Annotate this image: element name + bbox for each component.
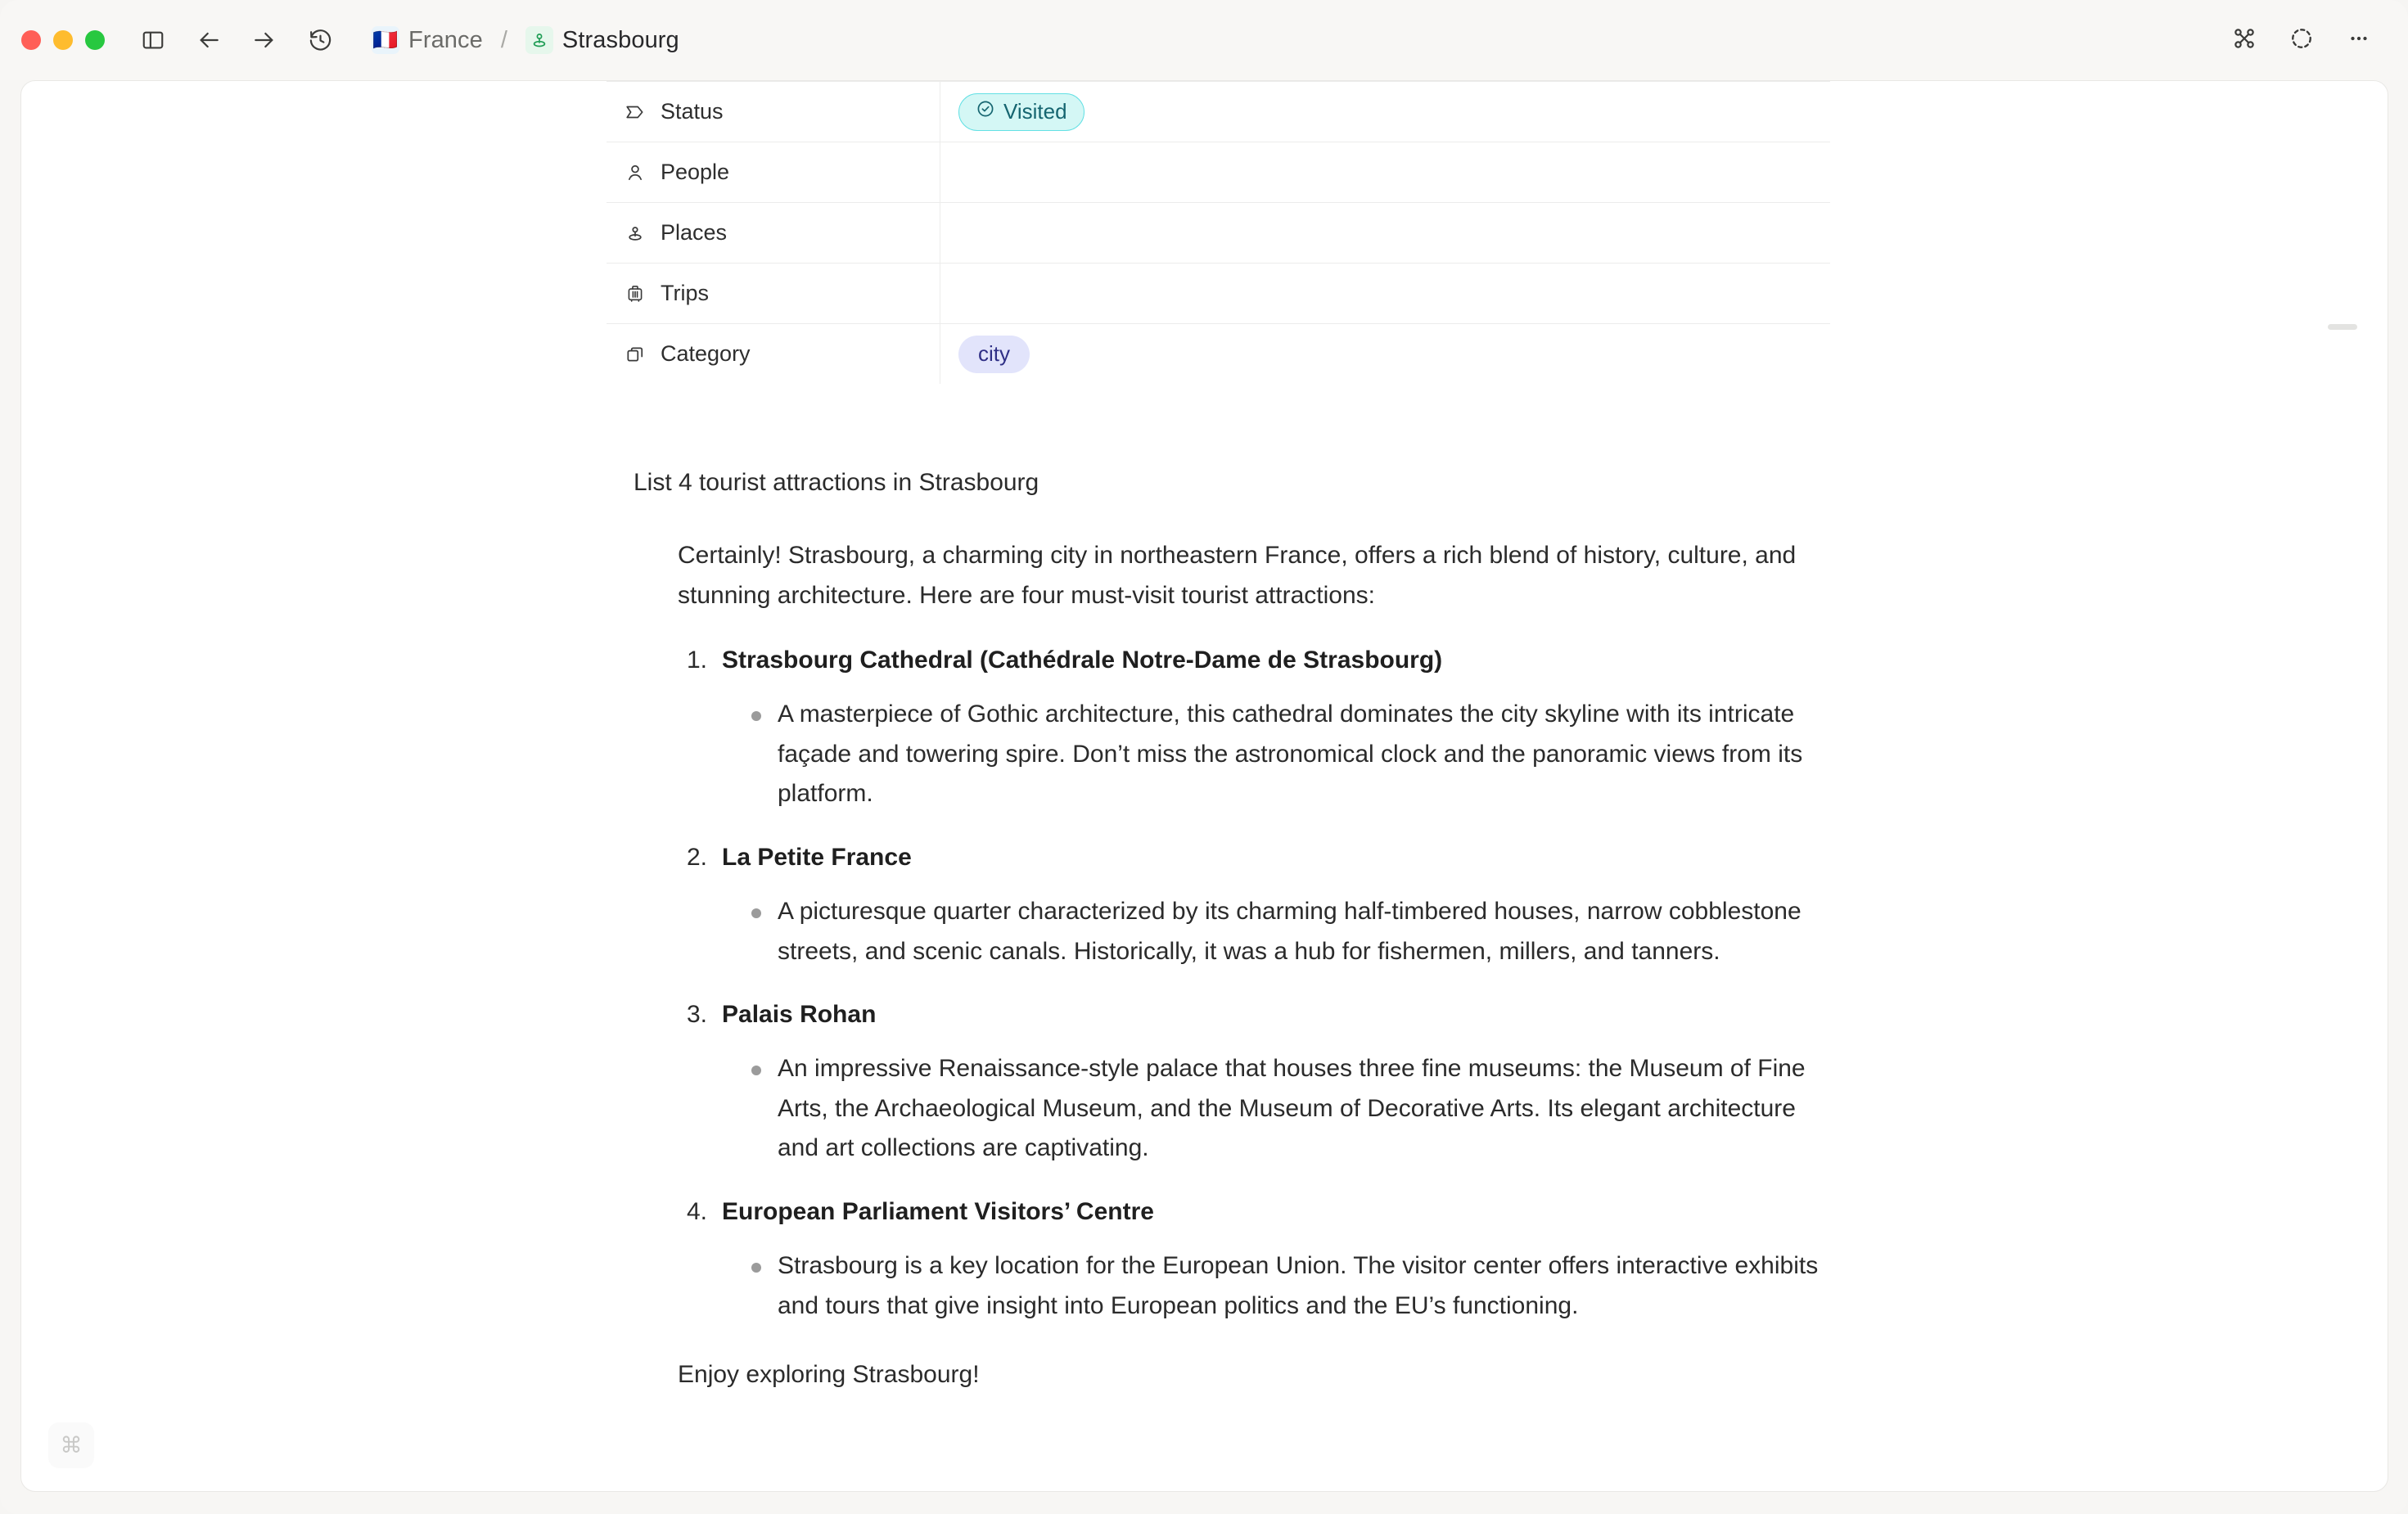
stack-icon xyxy=(623,342,647,367)
attraction-title: Strasbourg Cathedral (Cathédrale Notre-Dame de Strasbourg) xyxy=(722,647,1443,674)
property-value-people[interactable] xyxy=(940,142,1830,202)
bullet-icon xyxy=(751,1263,761,1273)
breadcrumb-separator: / xyxy=(500,26,507,53)
command-shortcut-badge[interactable]: ⌘ xyxy=(48,1422,94,1468)
category-badge[interactable]: city xyxy=(958,336,1030,373)
property-row-category[interactable] xyxy=(607,323,1830,384)
map-pin-icon xyxy=(525,26,553,54)
graph-view-button[interactable] xyxy=(2223,19,2266,61)
graph-view-icon xyxy=(2232,26,2257,55)
property-label: Places xyxy=(661,220,728,245)
attraction-title: Palais Rohan xyxy=(722,1001,877,1029)
dashed-circle-icon xyxy=(2289,26,2314,55)
arrow-left-icon xyxy=(196,27,222,53)
status-badge-label: Visited xyxy=(1003,99,1067,124)
attraction-detail-row xyxy=(751,695,1828,814)
tag-icon xyxy=(623,100,647,124)
property-name-people[interactable] xyxy=(607,142,940,202)
user-prompt-text[interactable]: List 4 tourist attractions in Strasbourg xyxy=(634,469,1039,496)
list-number: 1. xyxy=(686,647,707,674)
flag-france-icon: 🇫🇷 xyxy=(372,26,399,54)
property-value-status[interactable] xyxy=(940,82,1830,142)
attraction-heading xyxy=(678,839,1828,876)
attraction-detail: Strasbourg is a key location for the European Union. The visitor center offers interactive exhibits and tours that give insight into European politics and the EU’s functioning. xyxy=(778,1251,1819,1319)
property-row-people[interactable] xyxy=(607,142,1830,202)
attraction-detail-row xyxy=(751,892,1828,971)
attraction-heading xyxy=(678,1193,1828,1230)
breadcrumb xyxy=(362,21,689,59)
attraction-heading xyxy=(678,642,1828,678)
maximize-window-button[interactable] xyxy=(85,30,105,50)
check-circle-icon xyxy=(976,99,995,124)
list-item xyxy=(678,839,1828,971)
breadcrumb-current-label: Strasbourg xyxy=(561,26,679,53)
attraction-detail-row xyxy=(751,1246,1828,1326)
status-badge[interactable] xyxy=(958,93,1085,131)
property-row-status[interactable] xyxy=(607,81,1830,142)
document-body xyxy=(21,466,2388,1395)
property-name-category[interactable] xyxy=(607,324,940,384)
titlebar-actions xyxy=(2223,19,2380,61)
attraction-detail-row xyxy=(751,1049,1828,1169)
property-label: People xyxy=(661,160,730,184)
assistant-answer xyxy=(678,536,1828,1395)
close-window-button[interactable] xyxy=(21,30,41,50)
list-number: 3. xyxy=(686,1001,707,1029)
attraction-detail: An impressive Renaissance-style palace that houses three fine museums: the Museum of Fine Arts, the Archaeological Museum, and the Museum of Decorative Arts. Its elegant architecture and art collections are captivating. xyxy=(778,1055,1806,1162)
answer-closing-text: Enjoy exploring Strasbourg! xyxy=(678,1361,980,1389)
property-label: Category xyxy=(661,341,751,366)
forward-button[interactable] xyxy=(242,18,286,62)
property-row-places[interactable] xyxy=(607,202,1830,263)
list-item xyxy=(678,642,1828,814)
property-name-trips[interactable] xyxy=(607,264,940,323)
place-pin-icon xyxy=(623,221,647,246)
person-icon xyxy=(623,160,647,185)
bullet-icon xyxy=(751,711,761,721)
history-button[interactable] xyxy=(298,18,342,62)
more-options-icon xyxy=(2347,26,2371,55)
content-panel xyxy=(20,80,2388,1492)
attraction-title: European Parliament Visitors’ Centre xyxy=(722,1197,1154,1225)
list-number: 4. xyxy=(686,1197,707,1225)
list-number: 2. xyxy=(686,843,707,871)
document-scroll-area[interactable] xyxy=(21,81,2388,1491)
property-name-status[interactable] xyxy=(607,82,940,142)
property-row-trips[interactable] xyxy=(607,263,1830,323)
attraction-detail: A picturesque quarter characterized by its charming half-timbered houses, narrow cobblestone streets, and scenic canals. Historically, it was a hub for fishermen, millers, and tanners. xyxy=(778,897,1801,965)
title-bar xyxy=(0,0,2408,80)
attraction-title: La Petite France xyxy=(722,843,912,871)
list-item xyxy=(678,1193,1828,1326)
bullet-icon xyxy=(751,1066,761,1075)
property-value-category[interactable] xyxy=(940,324,1830,384)
property-value-trips[interactable] xyxy=(940,264,1830,323)
suitcase-icon xyxy=(623,282,647,306)
attraction-detail: A masterpiece of Gothic architecture, this cathedral dominates the city skyline with its intricate façade and towering spire. Don’t miss the astronomical clock and the panoramic views from its platform. xyxy=(778,701,1803,808)
breadcrumb-item-parent[interactable] xyxy=(362,21,493,59)
property-label: Trips xyxy=(661,281,709,305)
panel-resize-handle[interactable] xyxy=(2328,324,2357,330)
sidebar-toggle-icon xyxy=(141,28,165,52)
property-name-places[interactable] xyxy=(607,203,940,263)
attractions-list xyxy=(678,642,1828,1326)
traffic-light-buttons xyxy=(21,30,105,50)
arrow-right-icon xyxy=(251,27,277,53)
property-value-places[interactable] xyxy=(940,203,1830,263)
navigation-buttons xyxy=(131,18,342,62)
history-clock-icon xyxy=(308,28,333,53)
list-item xyxy=(678,996,1828,1169)
status-circle-button[interactable] xyxy=(2280,19,2323,61)
breadcrumb-item-current[interactable] xyxy=(516,21,689,59)
bullet-icon xyxy=(751,908,761,918)
answer-intro-paragraph: Certainly! Strasbourg, a charming city in northeastern France, offers a rich blend of history, culture, and stunning architecture. Here are four must-visit tourist attractions: xyxy=(678,542,1797,609)
more-options-button[interactable] xyxy=(2338,19,2380,61)
sidebar-toggle-button[interactable] xyxy=(131,18,175,62)
minimize-window-button[interactable] xyxy=(53,30,73,50)
property-label: Status xyxy=(661,99,724,124)
property-table xyxy=(607,81,1830,384)
breadcrumb-parent-label: France xyxy=(408,26,483,53)
attraction-heading xyxy=(678,996,1828,1033)
back-button[interactable] xyxy=(187,18,231,62)
